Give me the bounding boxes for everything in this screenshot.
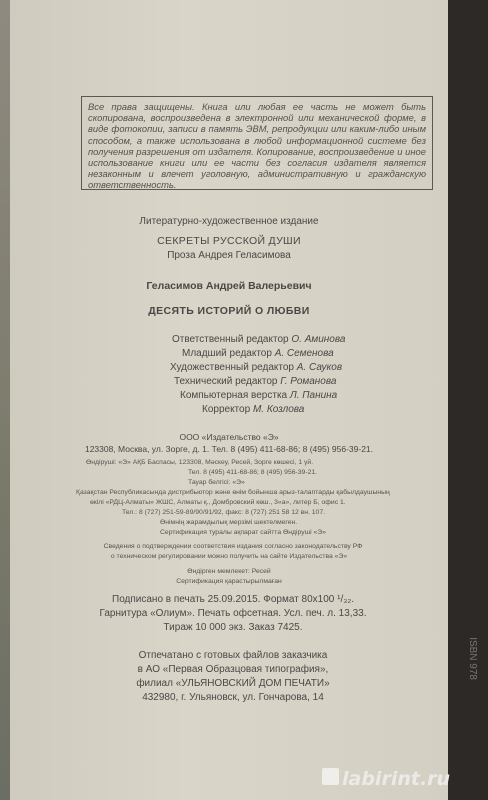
watermark-text: labirint.ru [342, 768, 451, 790]
subseries-name: Проза Андрея Геласимова [167, 250, 291, 261]
next-page-edge [448, 0, 488, 800]
origin-line: Өндірген мемлекет: Ресей [187, 568, 271, 575]
watermark-logo-icon [322, 768, 339, 785]
print-font-line: Гарнитура «Олиум». Печать офсетная. Усл. печ. л. 13,33. [99, 608, 367, 619]
isbn-fragment: ISBN 978 [467, 637, 478, 680]
kz-line: Тел.: 8 (727) 251-59-89/90/91/92, факс: 8 (727) 251 58 12 вн. 107. [122, 509, 326, 516]
staff-line: Компьютерная верстка Л. Панина [180, 390, 338, 401]
kz-line: Тел. 8 (495) 411-68-86; 8 (495) 956-39-21. [188, 469, 318, 476]
series-name: СЕКРЕТЫ РУССКОЙ ДУШИ [157, 235, 301, 247]
staff-line: Корректор М. Козлова [202, 404, 305, 415]
origin-line: Сертификация қарастырылмаған [176, 578, 282, 585]
author-name: Геласимов Андрей Валерьевич [146, 280, 312, 292]
kz-line: Өнімнің жарамдылық мерзімі шектелмеген. [160, 519, 298, 526]
staff-line: Младший редактор А. Семенова [182, 348, 334, 359]
kz-line: Сертификация туралы ақпарат сайтта Өндіруші «Э» [160, 529, 326, 536]
printer-line: Отпечатано с готовых файлов заказчика [138, 650, 328, 661]
staff-line: Ответственный редактор О. Аминова [172, 334, 346, 345]
print-run-line: Тираж 10 000 экз. Заказ 7425. [163, 622, 303, 633]
book-spine-edge [0, 0, 10, 800]
kz-line: Өндіруші: «Э» АҚБ Баспасы, 123308, Мәскеу, Ресей, Зорге көшесі, 1 үй. [86, 459, 314, 466]
cert-line: о техническом регулировании можно получить на сайте Издательства «Э» [110, 553, 348, 560]
kz-line: Қазақстан Республикасында дистрибьютор және өнім бойынша арыз-талаптарды қабылдаушының [76, 489, 390, 496]
imprint-page [10, 0, 451, 800]
book-title: ДЕСЯТЬ ИСТОРИЙ О ЛЮБВИ [148, 305, 310, 317]
copyright-notice-box: Все права защищены. Книга или любая ее часть не может быть скопирована, воспроизведена в электронной или механической форме, в виде фотокопии, записи в память ЭВМ, репродукции или каким-либо иным способом, а также использована в любой информационной системе без получения разрешения от издателя. Копирование, воспроизведение и иное использование книги или ее части без согласия издателя является незаконным и влечет уголовную, административную и гражданскую ответственность. [81, 96, 433, 190]
cert-line: Сведения о подтверждении соответствия издания согласно законодательству РФ [103, 543, 363, 550]
edition-type: Литературно-художественное издание [139, 216, 319, 227]
printer-line: в АО «Первая Образцовая типография», [137, 664, 329, 675]
print-signed-line: Подписано в печать 25.09.2015. Формат 80x100 ¹/₃₂. [112, 594, 354, 605]
kz-line: Тауар белгісі: «Э» [188, 479, 245, 486]
kz-line: өкілі «РДЦ-Алматы» ЖШС, Алматы қ., Домбровский көш., 3«а», литер Б, офис 1. [90, 499, 346, 506]
staff-line: Технический редактор Г. Романова [174, 376, 337, 387]
printer-line: филиал «УЛЬЯНОВСКИЙ ДОМ ПЕЧАТИ» [136, 678, 330, 689]
printer-line: 432980, г. Ульяновск, ул. Гончарова, 14 [142, 692, 324, 703]
publisher-name: ООО «Издательство «Э» [179, 432, 279, 442]
publisher-address: 123308, Москва, ул. Зорге, д. 1. Тел. 8 (495) 411-68-86; 8 (495) 956-39-21. [84, 444, 374, 454]
staff-line: Художественный редактор А. Сауков [170, 362, 343, 373]
